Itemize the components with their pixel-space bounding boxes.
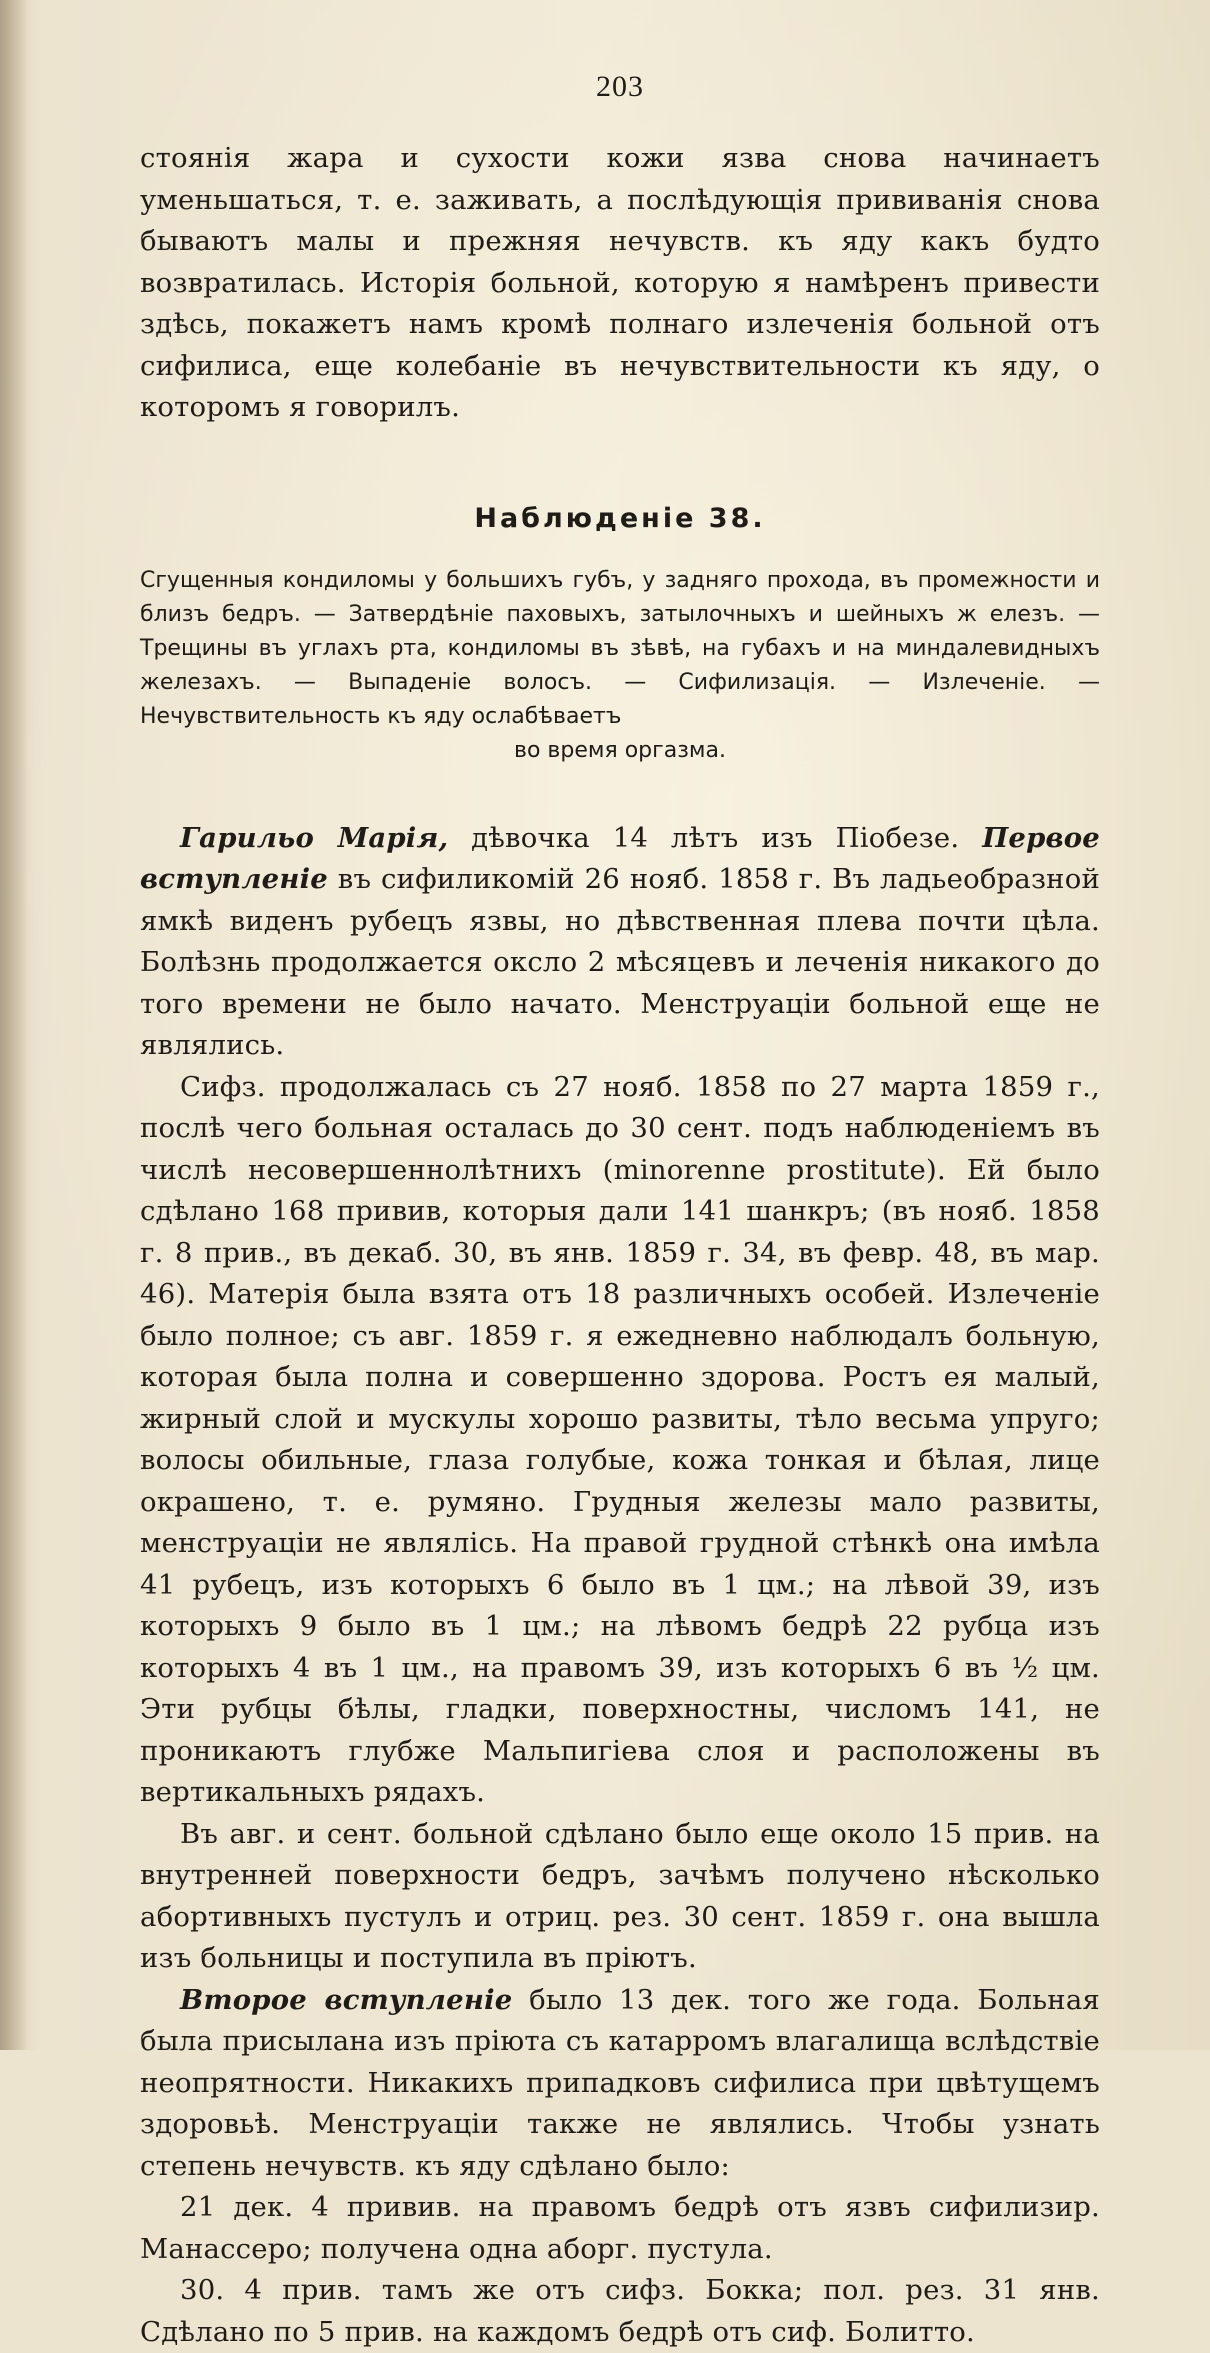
paragraph-second-admission-text: было 13 дек. того же года. Больная была присылана изъ пріюта съ катарромъ влагалища вслѣдствіе неопрятности. Никакихъ припадковъ сифилиса при цвѣтущемъ здоровьѣ. Менструаціи также не являлись. Чтобы узнать степень нечувств. къ яду сдѣлано было:: [140, 1984, 1100, 2182]
patient-name: Гарильо Марія,: [180, 822, 448, 854]
paragraph-dec-30: 30. 4 прив. тамъ же отъ сифз. Бокка; пол. рез. 31 янв. Сдѣлано по 5 прив. на каждомъ бедрѣ отъ сиф. Болитто.: [140, 2270, 1100, 2353]
observation-body: [140, 818, 1100, 2353]
paragraph-august-september: Въ авг. и сент. больной сдѣлано было еще около 15 прив. на внутренней поверхности бедръ, зачѣмъ получено нѣсколько абортивныхъ пустулъ и отриц. рез. 30 сент. 1859 г. она вышла изъ больницы и поступила въ пріютъ.: [140, 1814, 1100, 1980]
observation-summary-last: во время оргазма.: [140, 734, 1100, 768]
binding-shadow: [0, 0, 28, 2050]
page-number: 203: [140, 70, 1100, 104]
paragraph-patient-intro-text-b: въ сифиликомій 26 нояб. 1858 г. Въ ладьеобразной ямкѣ виденъ рубецъ язвы, но дѣвственная плева почти цѣла. Болѣзнь продолжается оксло 2 мѣсяцевъ и леченія никакого до того времени не было начато. Менструаціи больной еще не являлись.: [140, 863, 1100, 1061]
paragraph-patient-intro: [140, 818, 1100, 1067]
paragraph-patient-intro-text-a: дѣвочка 14 лѣтъ изъ Піобезе.: [448, 822, 982, 854]
second-admission-label: Второе вступленіе: [180, 1984, 512, 2016]
first-admission-label: Первое вступленіе: [140, 822, 1100, 896]
paragraph-syphilization: Сифз. продолжалась съ 27 нояб. 1858 по 27 марта 1859 г., послѣ чего больная осталась до 30 сент. подъ наблюденіемъ въ числѣ несовершеннолѣтнихъ (minorenne prostitute). Ей было сдѣлано 168 привив, которыя дали 141 шанкръ; (въ нояб. 1858 г. 8 прив., въ декаб. 30, въ янв. 1859 г. 34, въ февр. 48, въ мар. 46). Матерія была взята отъ 18 различныхъ особей. Излеченіе было полное; съ авг. 1859 г. я ежедневно наблюдалъ больную, которая была полна и совершенно здорова. Ростъ ея малый, жирный слой и мускулы хорошо развиты, тѣло весьма упруго; волосы обильные, глаза голубые, кожа тонкая и бѣлая, лице окрашено, т. е. румяно. Грудныя железы мало развиты, менструаціи не являлісь. На правой грудной стѣнкѣ она имѣла 41 рубецъ, изъ которыхъ 6 было въ 1 цм.; на лѣвой 39, изъ которыхъ 9 было въ 1 цм.; на лѣвомъ бедрѣ 22 рубца изъ которыхъ 4 въ 1 цм., на правомъ 39, изъ которыхъ 6 въ ½ цм. Эти рубцы бѣлы, гладки, поверхностны, числомъ 141, не проникаютъ глубже Мальпигіева слоя и расположены въ вертикальныхъ рядахъ.: [140, 1067, 1100, 1814]
observation-title: Наблюденіе 38.: [140, 503, 1100, 534]
paragraph-second-admission: [140, 1980, 1100, 2188]
intro-paragraph: стоянія жара и сухости кожи язва снова начинаетъ уменьшаться, т. е. заживать, а послѣдующія прививанія снова бываютъ малы и прежняя нечувств. къ яду какъ будто возвратилась. Исторія больной, которую я намѣренъ привести здѣсь, покажетъ намъ кромѣ полнаго излеченія больной отъ сифилиса, еще колебаніе въ нечувствительности къ яду, о которомъ я говорилъ.: [140, 138, 1100, 429]
paragraph-dec-21: 21 дек. 4 привив. на правомъ бедрѣ отъ язвъ сифилизир. Манассеро; получена одна аборг. пустула.: [140, 2187, 1100, 2270]
page-content: [140, 70, 1100, 2353]
observation-summary-main: Сгущенныя кондиломы у большихъ губъ, у задняго прохода, въ промежности и близъ бедръ. — Затвердѣніе паховыхъ, затылочныхъ и шейныхъ ж елезъ. — Трещины въ углахъ рта, кондиломы въ зѣвѣ, на губахъ и на миндалевидныхъ железахъ. — Выпаденіе волосъ. — Сифилизація. — Излеченіе. — Нечувствительность къ яду ослабѣваетъ: [140, 568, 1100, 729]
observation-summary: [140, 564, 1100, 768]
